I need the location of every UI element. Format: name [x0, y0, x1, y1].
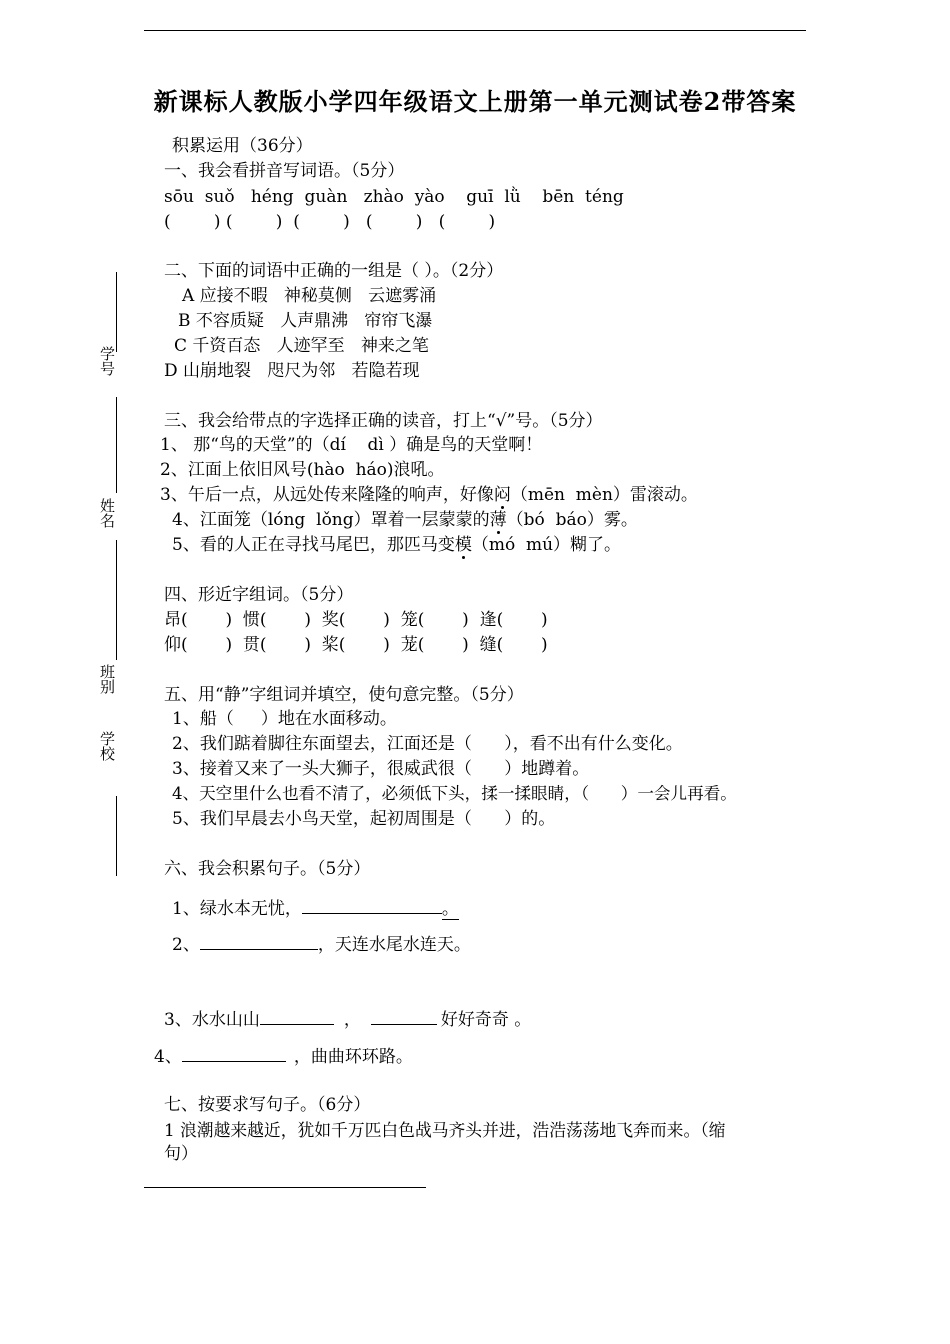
header-rule [144, 30, 806, 31]
item-text: 1、 那“鸟的天堂”的（dí dì ）确是鸟的天堂啊！ [160, 435, 543, 455]
section-4-row-2[interactable]: 仰( ) 贯( ) 桨( ) 茏( ) 缝( ) [164, 635, 548, 655]
section-5-item-1[interactable]: 1、船（ ）地在水面移动。 [172, 709, 397, 729]
dotted-character: 薄 [489, 510, 507, 530]
section-6-item-1 [172, 895, 459, 921]
dotted-character: 闷 [493, 485, 511, 505]
answer-blank[interactable] [371, 1006, 437, 1025]
section-6-item-3 [164, 1006, 531, 1032]
answer-blank[interactable] [302, 895, 442, 914]
section-3-item-1 [160, 433, 542, 457]
student-number-label: 学号 [98, 346, 116, 376]
item-text: 。 [441, 899, 459, 919]
section-2-heading: 二、下面的词语中正确的一组是（ ）。（2分） [164, 261, 504, 281]
section-5-item-5[interactable]: 5、我们早晨去小鸟天堂，起初周围是（ ）的。 [172, 809, 556, 829]
section-5-item-2[interactable]: 2、我们踮着脚往东面望去，江面还是（ ），看不出有什么变化。 [172, 734, 683, 754]
item-text: 2、江面上依旧风号(hào háo)浪吼。 [160, 460, 445, 480]
section-5-item-4[interactable]: 4、天空里什么也看不清了，必须低下头，揉一揉眼睛，（ ）一会儿再看。 [172, 784, 737, 803]
item-text: 4、 [154, 1047, 182, 1067]
section-3-item-5 [172, 533, 621, 557]
pinyin-choice[interactable]: （mēn mèn）雷滚动。 [510, 485, 698, 505]
item-text: 好好奇奇 。 [440, 1010, 532, 1030]
section-7-heading: 七、按要求写句子。（6分） [164, 1095, 371, 1115]
section-1-pinyin: sōu suǒ héng guàn zhào yào guī lǜ bēn téng [164, 187, 624, 207]
pinyin-choice[interactable]: （bó báo）雾。 [506, 510, 638, 530]
section-3-item-2 [160, 458, 445, 482]
answer-line[interactable] [144, 1187, 426, 1188]
class-label: 班别 [98, 664, 116, 694]
item-text: ， [343, 1010, 361, 1030]
item-text: 3、水水山山 [164, 1010, 260, 1030]
section-3-heading: 三、我会给带点的字选择正确的读音，打上“√”号。（5分） [164, 411, 603, 431]
section-7-question-1: 1 浪潮越来越近，犹如千万匹白色战马齐头并进，浩浩荡荡地飞奔而来。（缩 [164, 1120, 726, 1140]
answer-blank[interactable] [182, 1043, 286, 1062]
answer-blank[interactable] [200, 931, 318, 950]
item-text: 1、绿水本无忧， [172, 899, 302, 919]
accumulation-heading: 积累运用（36分） [172, 136, 313, 156]
section-1-heading: 一、我会看拼音写词语。（5分） [164, 161, 405, 181]
item-text: ，曲曲环环路。 [293, 1047, 413, 1067]
section-5-item-3[interactable]: 3、接着又来了一头大狮子，很威武很（ ）地蹲着。 [172, 759, 590, 779]
section-4-row-1[interactable]: 昂( ) 惯( ) 奖( ) 笼( ) 逢( ) [164, 610, 548, 630]
school-label: 学校 [98, 731, 116, 761]
dotted-character: 模 [454, 535, 472, 555]
section-6-heading: 六、我会积累句子。（5分） [164, 859, 371, 879]
section-3-item-3 [160, 483, 698, 507]
name-label: 姓名 [98, 498, 116, 528]
item-text: 5、看的人正在寻找马尾巴，那匹马变 [172, 535, 455, 555]
margin-line-1 [116, 272, 117, 352]
item-text: ，天连水尾水连天。 [317, 935, 471, 955]
section-4-heading: 四、形近字组词。（5分） [164, 585, 354, 605]
margin-line-4 [116, 796, 117, 876]
item-text: 4、江面笼（lóng lǒng）罩着一层蒙蒙的 [172, 510, 490, 530]
section-6-item-2 [172, 931, 471, 957]
section-3-item-4 [172, 508, 638, 532]
option-a[interactable]: A 应接不暇 神秘莫侧 云遮雾涌 [182, 286, 437, 306]
item-text: 2、 [172, 935, 200, 955]
pinyin-choice[interactable]: （mó mú）糊了。 [471, 535, 622, 555]
section-1-answer-brackets[interactable]: ( ) ( ) ( ) ( ) ( ) [164, 212, 496, 232]
section-6-item-4 [154, 1043, 413, 1069]
margin-line-2 [116, 397, 117, 493]
item-text: 3、午后一点，从远处传来隆隆的响声，好像 [160, 485, 494, 505]
section-5-heading: 五、用“静”字组词并填空，使句意完整。（5分） [164, 685, 524, 705]
section-7-question-1-cont: 句） [164, 1144, 198, 1164]
option-d[interactable]: D 山崩地裂 咫尺为邻 若隐若现 [164, 361, 420, 381]
page-title: 新课标人教版小学四年级语文上册第一单元测试卷2带答案 [153, 87, 797, 116]
answer-blank[interactable] [260, 1006, 334, 1025]
margin-line-3 [116, 540, 117, 660]
option-b[interactable]: B 不容质疑 人声鼎沸 帘帘飞瀑 [178, 311, 433, 331]
option-c[interactable]: C 千资百态 人迹罕至 神来之笔 [174, 336, 429, 356]
